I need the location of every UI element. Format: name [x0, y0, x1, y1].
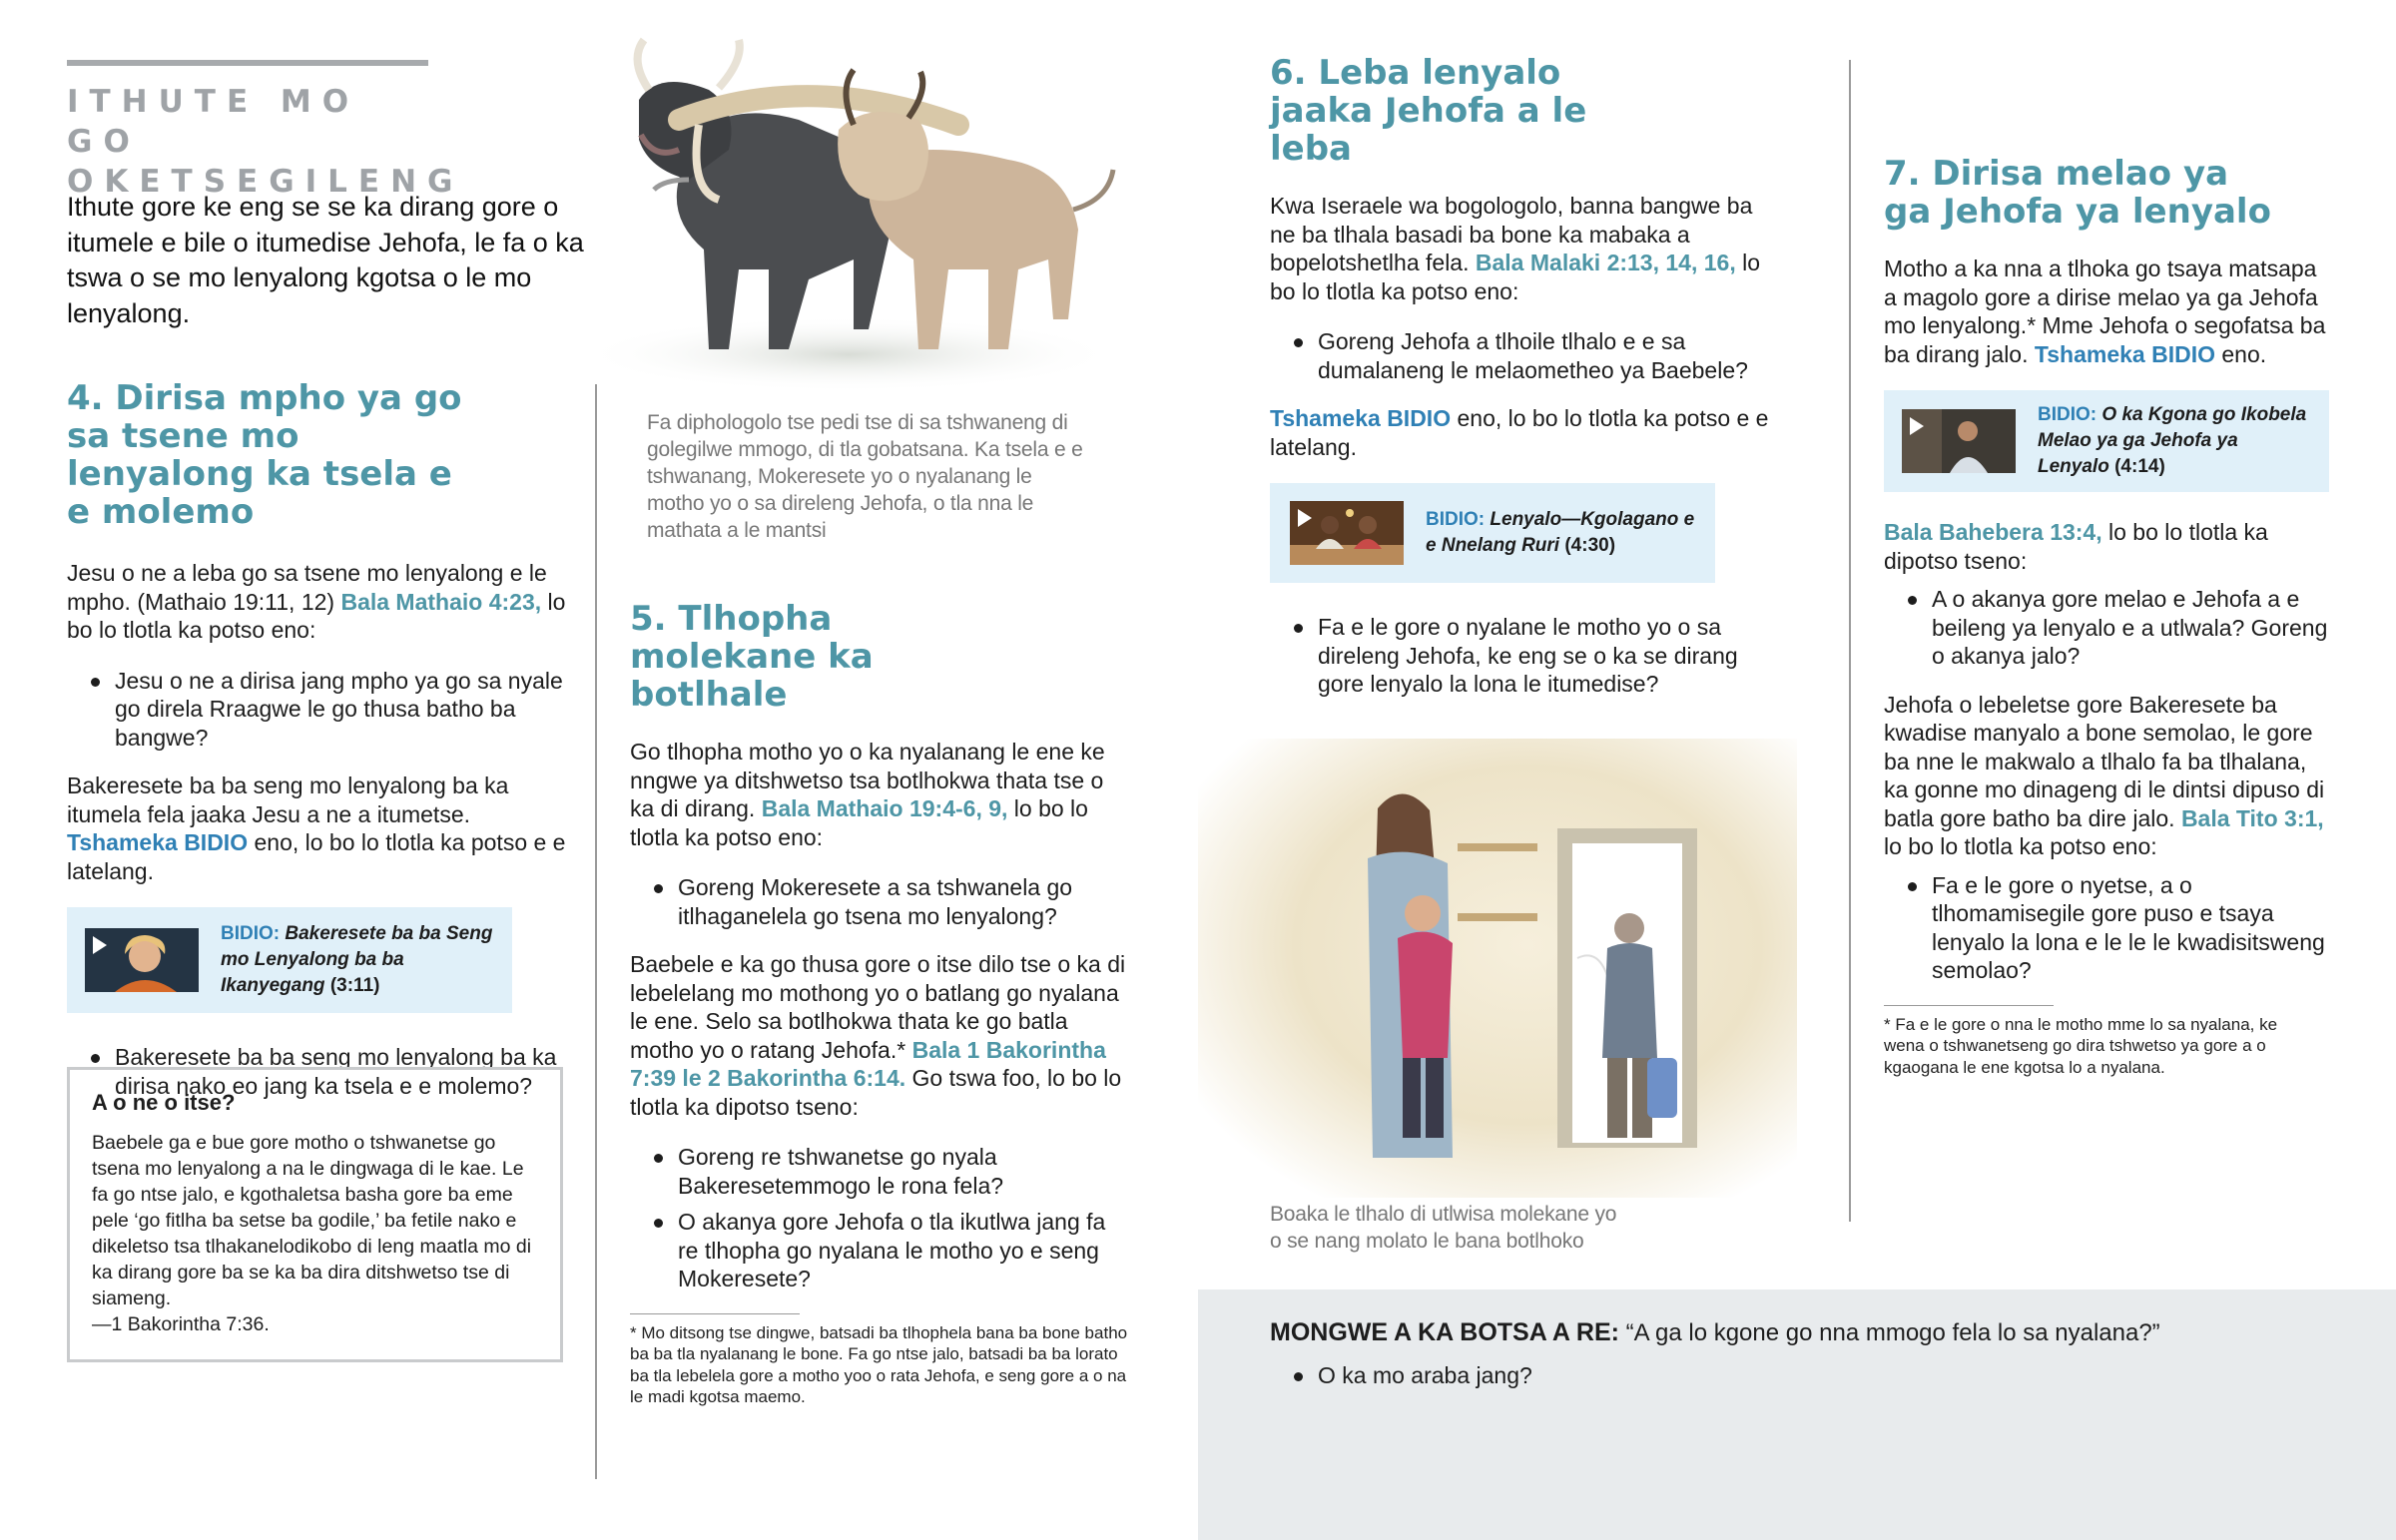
video-thumbnail[interactable] — [85, 928, 199, 992]
box-body: Baebele ga e bue gore motho o tshwanetse go tsena mo lenyalong a na le dingwaga di le kae. Le fa go ntse jalo, e kgothaletsa basha gore ba eme pele ‘go fitlha ba setse ba godile,’ ba fetile nako e dikeletso tsa tlhakanelodikobo di leng maatla mo di ka dirang gore ba se ka ba dira ditshwetso tse di siameng. — [92, 1132, 532, 1309]
footnote: * Fa e le gore o nna le motho mme lo sa nyalana, ke wena o tshwanetseng go dira tshwetso ya gore a o kgaogana le ene kgotsa lo a nyalana. — [1884, 1014, 2278, 1077]
section-6-title: 6. Leba lenyalo jaaka Jehofa a le leba — [1270, 53, 1587, 169]
play-icon — [1298, 509, 1312, 527]
discussion-panel — [1198, 1289, 2396, 1540]
video-label: BIDIO: Lenyalo—Kgolagano e e Nnelang Ruri (4:30) — [1426, 509, 1695, 556]
video-thumbnail[interactable] — [1290, 501, 1404, 565]
discussion-prompt — [1270, 1317, 2368, 1348]
question-list — [1884, 871, 2333, 985]
video-card[interactable] — [67, 907, 512, 1013]
question: Goreng Mokeresete a sa tshwanela go itlhaganelela go tsena mo lenyalong? — [630, 873, 1129, 930]
footnote-rule — [1884, 1005, 2054, 1006]
section-7-title: 7. Dirisa melao ya ga Jehofa ya lenyalo — [1884, 154, 2271, 232]
section-7-para-3: Jehofa o lebeletse gore Bakeresete ba kwadise manyalo a bone semolao, le gore ba nne le makwalo a tlhalo fa ba tlhalana, ka gonne mo dinageng di le dintsi dipuso di batla gore batho ba dire jalo. Bala Tito 3:1, lo bo lo tlotla ka potso eno: — [1884, 691, 2325, 859]
question: Fa e le gore o nyetse, a o tlhomamisegile gore puso e tsaya lenyalo la lona e le le le kwadisitsweng semolao? — [1884, 871, 2333, 985]
question-list — [630, 1143, 1129, 1293]
scripture-link[interactable]: Bala Tito 3:1, — [2180, 804, 2324, 831]
section-5-title: 5. Tlhopha molekane ka botlhale — [630, 599, 874, 715]
question-list — [1270, 327, 1779, 384]
header-rule — [67, 60, 428, 66]
scripture-link[interactable]: Bala Bahebera 13:4, — [1884, 519, 2102, 545]
section-5 — [630, 600, 1129, 1408]
section-4-para-1: Jesu o ne a leba go sa tsene mo lenyalong e le mpho. (Mathaio 19:11, 12) Bala Mathaio 4:23, lo bo lo tlotla ka potso eno: — [67, 560, 566, 643]
family-caption: Boaka le tlhalo di utlwisa molekane yo o se nang molato le bana botlhoko — [1270, 1203, 1617, 1253]
question-list — [1884, 585, 2333, 671]
question: O akanya gore Jehofa o tla ikutlwa jang fa re tlhopha go nyalana le motho yo e seng Mokeresete? — [630, 1208, 1129, 1293]
scripture-link[interactable]: Bala Mathaio 4:23, — [340, 588, 542, 615]
column-divider — [595, 384, 597, 1479]
scripture-link[interactable]: Bala 1 Bakorintha 7:39 le 2 Bakorintha 6:14. — [630, 1036, 1106, 1091]
family-illustration — [1198, 739, 1797, 1198]
section-4-para-2: Bakeresete ba ba seng mo lenyalong ba ka itumela fela jaaka Jesu a ne a itumetse. Tshameka BIDIO eno, lo bo lo tlotla ka potso e e latelang. — [67, 772, 566, 884]
section-6-para-1: Kwa Iseraele wa bogologolo, banna bangwe ba ne ba tlhala basadi ba bone ka mabaka a bopelotshetlha fela. Bala Malaki 2:13, 14, 16, lo bo lo tlotla ka potso eno: — [1270, 193, 1761, 304]
play-video-link[interactable]: Tshameka BIDIO — [67, 829, 249, 855]
section-4-title: 4. Dirisa mpho ya go sa tsene mo lenyalong ka tsela e e molemo — [67, 378, 462, 532]
play-video-link[interactable]: Tshameka BIDIO — [2034, 340, 2215, 367]
play-icon — [1910, 417, 1924, 435]
question: Goreng re tshwanetse go nyala Bakeresetemmogo le rona fela? — [630, 1143, 1129, 1200]
scripture-link[interactable]: Bala Mathaio 19:4-6, 9, — [761, 795, 1008, 821]
video-card[interactable] — [1884, 390, 2329, 492]
section-5-para-2: Baebele e ka go thusa gore o itse dilo tse o ka di lebelelang mo mothong yo o batlang go nyalana le ene. Selo sa botlhokwa thata ke go batla motho yo o ratang Jehofa.* Bala 1 Bakorintha 7:39 le 2 Bakorintha 6:14. Go tswa foo, lo bo lo tlotla ka dipotso tseno: — [630, 951, 1126, 1120]
section-7-para-2: Bala Bahebera 13:4, lo bo lo tlotla ka dipotso tseno: — [1884, 519, 2268, 574]
section-5-para-1: Go tlhopha motho yo o ka nyalanang le ene ke nngwe ya ditshwetso tsa botlhokwa thata tse o ka di dirang. Bala Mathaio 19:4-6, 9, lo bo lo tlotla ka potso eno: — [630, 739, 1105, 850]
section-6-para-2: Tshameka BIDIO eno, lo bo lo tlotla ka potso e e latelang. — [1270, 405, 1769, 460]
box-title: A o ne o itse? — [92, 1090, 236, 1115]
question-list — [67, 667, 566, 753]
oxen-caption: Fa diphologolo tse pedi tse di sa tshwaneng di golegilwe mmogo, di tla gobatsana. Ka tsela e e tshwanang, Mokeresete yo o nyalanang le motho yo o sa direleng Jehofa, o tla nna le mathata a le mantsi — [647, 411, 1083, 542]
intro-text: Ithute gore ke eng se se ka dirang gore o itumele e bile o itumedise Jehofa, le fa o ka tswa o se mo lenyalong kgotsa o le mo lenyalong. — [67, 192, 584, 328]
question: A o akanya gore melao e Jehofa a e beileng ya lenyalo e a utlwala? Goreng o akanya jalo? — [1884, 585, 2333, 671]
section-7-para-1: Motho a ka nna a tlhoka go tsaya matsapa a magolo gore a dirise melao ya ga Jehofa mo lenyalong.* Mme Jehofa o segofatsa ba ba dirang jalo. Tshameka BIDIO eno. — [1884, 256, 2326, 367]
question-list — [630, 873, 1129, 930]
footnote-rule — [630, 1313, 800, 1314]
question: Goreng Jehofa a tlhoile tlhalo e e sa dumalaneng le melaometheo ya Baebele? — [1270, 327, 1779, 384]
video-label: BIDIO: Bakeresete ba ba Seng mo Lenyalong ba ba Ikanyegang (3:11) — [221, 923, 493, 996]
discussion-question — [1270, 1361, 2268, 1410]
section-7 — [1884, 155, 2333, 1078]
video-thumbnail[interactable] — [1902, 409, 2016, 473]
question: Fa e le gore o nyalane le motho yo o sa direleng Jehofa, ke eng se o ka se dirang gore lenyalo la lona le itumedise? — [1270, 613, 1779, 699]
footnote: * Mo ditsong tse dingwe, batsadi ba tlhophela bana ba bone batho ba ba tla nyalanang le bone. Fa go ntse jalo, batsadi ba ba lorato ba tla lebelela gore a motho yoo o rata Jehofa, e seng gore a o na le madi kgotsa maemo. — [630, 1322, 1128, 1406]
play-icon — [93, 936, 107, 954]
play-video-link[interactable]: Tshameka BIDIO — [1270, 405, 1452, 431]
column-divider — [1849, 60, 1851, 1222]
section-6 — [1270, 54, 1779, 719]
video-card[interactable] — [1270, 483, 1715, 583]
box-citation: —1 Bakorintha 7:36. — [92, 1313, 270, 1335]
question: Bakeresete ba ba seng mo lenyalong ba ka dirisa nako eo jang ka tsela e e molemo? — [67, 1043, 566, 1100]
question: Jesu o ne a dirisa jang mpho ya go sa nyale go direla Rraagwe le go thusa batho ba bangwe? — [67, 667, 566, 753]
did-you-know-box — [67, 1067, 563, 1362]
question-list — [1270, 613, 1779, 699]
video-label: BIDIO: O ka Kgona go Ikobela Melao ya ga Jehofa ya Lenyalo (4:14) — [2038, 404, 2307, 477]
oxen-illustration — [569, 30, 1128, 389]
discussion-quote: “A ga lo kgone go nna mmogo fela lo sa nyalana?” — [1618, 1319, 2160, 1346]
question-list — [1270, 1361, 2268, 1390]
scripture-link[interactable]: Bala Malaki 2:13, 14, 16, — [1475, 250, 1736, 275]
section-4 — [67, 379, 566, 1120]
kicker: ITHUTE MO GO OKETSEGILENG — [67, 84, 464, 200]
question: O ka mo araba jang? — [1270, 1361, 2268, 1390]
discussion-label: MONGWE A KA BOTSA A RE: — [1270, 1318, 1619, 1346]
